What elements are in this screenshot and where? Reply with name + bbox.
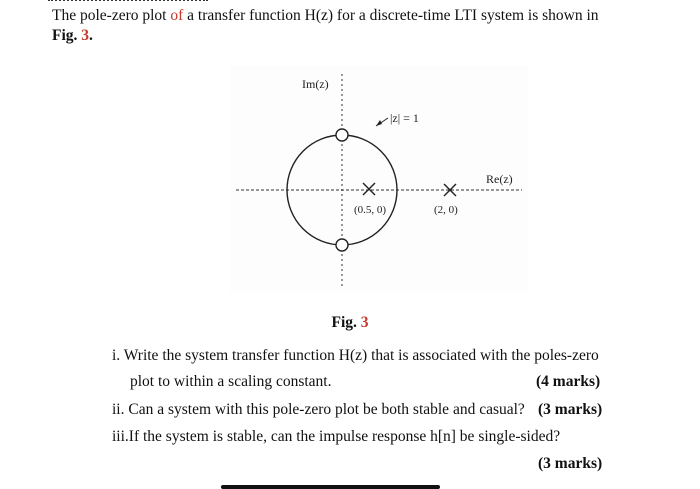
fig-ref: Fig. 3. bbox=[52, 27, 93, 44]
figure-caption: Fig. 3 bbox=[331, 314, 369, 331]
home-indicator-bar bbox=[221, 485, 440, 489]
zero-marker-bottom bbox=[336, 239, 348, 251]
intro-paragraph bbox=[52, 6, 672, 46]
unit-circle-label: |z| = 1 bbox=[390, 111, 419, 125]
question-1-line1: i. Write the system transfer function H(z) that is associated with the poles-zero bbox=[112, 347, 599, 364]
pole1-label: (0.5, 0) bbox=[354, 204, 387, 216]
pole-marker-1 bbox=[363, 183, 375, 195]
pole2-label: (2, 0) bbox=[434, 204, 458, 216]
question-1-marks: (4 marks) bbox=[536, 373, 601, 390]
pole-zero-figure bbox=[230, 66, 528, 292]
circle-label-arrowhead bbox=[376, 120, 382, 126]
pole-marker-2 bbox=[444, 184, 456, 196]
question-2-marks: (3 marks) bbox=[538, 401, 603, 418]
pole-zero-plot bbox=[230, 66, 528, 292]
question-3: iii.If the system is stable, can the impulse response h[n] be single-sided? bbox=[112, 428, 561, 445]
re-axis-label: Re(z) bbox=[486, 172, 513, 186]
intro-text-2: a transfer function H(z) for a discrete-time LTI system is shown in bbox=[183, 7, 599, 24]
question-1-line2: plot to within a scaling constant. bbox=[130, 373, 332, 390]
im-axis-label: Im(z) bbox=[302, 77, 329, 91]
zero-marker-top bbox=[336, 129, 348, 141]
intro-text-1: The pole-zero plot bbox=[52, 7, 171, 24]
cut-off-text-line bbox=[48, 0, 208, 3]
intro-of: of bbox=[170, 7, 184, 24]
question-2: ii. Can a system with this pole-zero plot be both stable and casual? bbox=[112, 401, 525, 418]
question-3-marks: (3 marks) bbox=[538, 455, 603, 472]
